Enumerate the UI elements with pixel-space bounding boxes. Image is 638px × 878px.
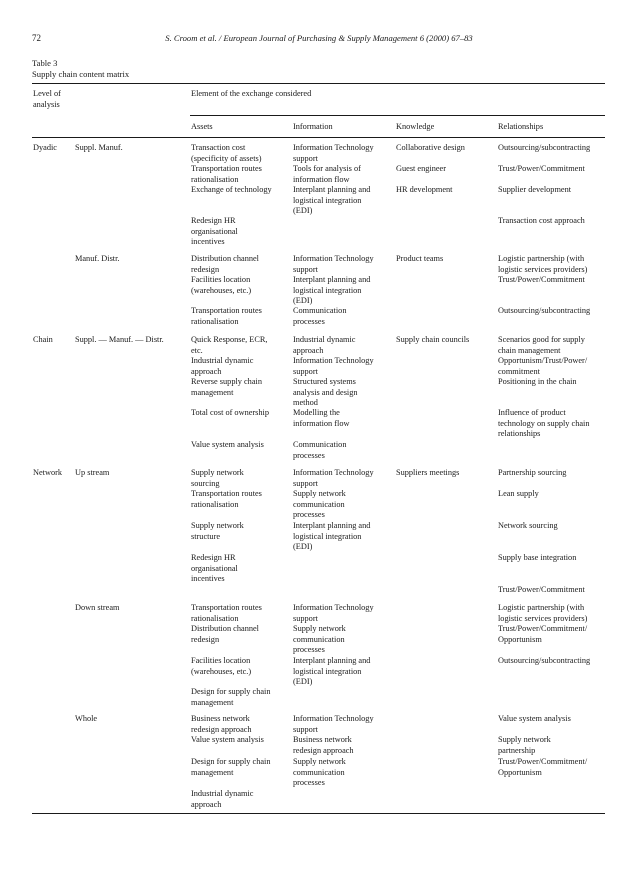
unit-whole: Whole [75, 714, 98, 723]
table-top-rule [32, 83, 605, 84]
table-cell: Supply chain councils [396, 335, 470, 344]
table-cell: Communication processes [293, 440, 347, 460]
table-caption: Supply chain content matrix [32, 69, 130, 79]
table-cell: Logistic partnership (with logistic services providers) [498, 603, 588, 623]
table-cell: Transaction cost (specificity of assets) [191, 143, 262, 163]
table-cell: Reverse supply chain management [191, 377, 262, 397]
table-cell: Facilities location (warehouses, etc.) [191, 656, 252, 676]
table-cell: Structured systems analysis and design method [293, 377, 358, 408]
table-cell: Distribution channel redesign [191, 624, 259, 644]
table-cell: Logistic partnership (with logistic services providers) [498, 254, 588, 274]
table-cell: Value system analysis [498, 714, 571, 723]
table-cell: Information Technology support [293, 356, 374, 376]
table-cell: Tools for analysis of information flow [293, 164, 361, 184]
level-network: Network [33, 468, 63, 477]
table-cell: Transportation routes rationalisation [191, 164, 262, 184]
table-group-rule [190, 115, 605, 116]
table-cell: Supplier development [498, 185, 572, 194]
table-cell: Outsourcing/subcontracting [498, 143, 591, 152]
table-cell: Value system analysis [191, 735, 264, 744]
table-cell: Value system analysis [191, 440, 264, 449]
unit-suppl-manuf: Suppl. Manuf. [75, 143, 123, 152]
table-cell: Trust/Power/Commitment [498, 275, 585, 284]
table-cell: Redesign HR organisational incentives [191, 553, 238, 584]
table-cell: Supply base integration [498, 553, 577, 562]
table-cell: Information Technology support [293, 143, 374, 163]
table-cell: Business network redesign approach [293, 735, 354, 755]
header-assets: Assets [191, 122, 213, 131]
table-cell: Redesign HR organisational incentives [191, 216, 238, 247]
table-cell: Collaborative design [396, 143, 465, 152]
table-cell: Guest engineer [396, 164, 446, 173]
table-cell: Influence of product technology on supply chain relationships [498, 408, 590, 439]
table-cell: Distribution channel redesign [191, 254, 259, 274]
table-cell: Information Technology support [293, 603, 374, 623]
table-cell: Interplant planning and logistical integration (EDI) [293, 275, 371, 306]
header-element-group: Element of the exchange considered [191, 89, 312, 98]
running-citation: S. Croom et al. / European Journal of Purchasing & Supply Management 6 (2000) 67–83 [165, 33, 473, 43]
unit-up-stream: Up stream [75, 468, 110, 477]
unit-manuf-distr: Manuf. Distr. [75, 254, 120, 263]
table-cell: Modelling the information flow [293, 408, 350, 428]
table-cell: Supply network communication processes [293, 489, 346, 520]
table-cell: Information Technology support [293, 714, 374, 734]
table-cell: Industrial dynamic approach [191, 789, 254, 809]
level-chain: Chain [33, 335, 53, 344]
table-label: Table 3 [32, 58, 58, 68]
table-cell: Trust/Power/Commitment [498, 585, 585, 594]
table-cell: Business network redesign approach [191, 714, 252, 734]
table-cell: Lean supply [498, 489, 539, 498]
table-cell: Interplant planning and logistical integration (EDI) [293, 185, 371, 216]
table-cell: Transportation routes rationalisation [191, 489, 262, 509]
table-cell: Design for supply chain management [191, 757, 271, 777]
header-information: Information [293, 122, 333, 131]
page-number: 72 [32, 33, 41, 43]
table-cell: Opportunism/Trust/Power/ commitment [498, 356, 588, 376]
table-cell: Positioning in the chain [498, 377, 577, 386]
table-cell: Scenarios good for supply chain management [498, 335, 585, 355]
table-cell: Interplant planning and logistical integration (EDI) [293, 521, 371, 552]
table-cell: Information Technology support [293, 468, 374, 488]
table-cell: Supply network communication processes [293, 624, 346, 655]
table-cell: Network sourcing [498, 521, 558, 530]
table-cell: Interplant planning and logistical integration (EDI) [293, 656, 371, 687]
table-cell: Partnership sourcing [498, 468, 567, 477]
table-cell: Supply network partnership [498, 735, 551, 755]
table-cell: Exchange of technology [191, 185, 272, 194]
table-cell: Industrial dynamic approach [191, 356, 254, 376]
table-cell: Total cost of ownership [191, 408, 269, 417]
table-cell: Communication processes [293, 306, 347, 326]
table-header-rule [32, 137, 605, 138]
table-cell: Industrial dynamic approach [293, 335, 356, 355]
table-cell: Supply network structure [191, 521, 244, 541]
header-level-of-analysis: Level of analysis [33, 89, 61, 109]
table-cell: Supply network sourcing [191, 468, 244, 488]
header-relationships: Relationships [498, 122, 544, 131]
table-cell: Transportation routes rationalisation [191, 603, 262, 623]
table-cell: Transportation routes rationalisation [191, 306, 262, 326]
table-cell: Trust/Power/Commitment/ Opportunism [498, 624, 588, 644]
table-cell: Suppliers meetings [396, 468, 460, 477]
table-cell: Outsourcing/subcontracting [498, 656, 591, 665]
unit-suppl-manuf-distr: Suppl. — Manuf. — Distr. [75, 335, 164, 344]
table-cell: Quick Response, ECR, etc. [191, 335, 268, 355]
table-cell: Supply network communication processes [293, 757, 346, 788]
header-knowledge: Knowledge [396, 122, 435, 131]
table-cell: HR development [396, 185, 453, 194]
table-cell: Transaction cost approach [498, 216, 585, 225]
level-dyadic: Dyadic [33, 143, 57, 152]
table-cell: Trust/Power/Commitment/ Opportunism [498, 757, 588, 777]
table-cell: Outsourcing/subcontracting [498, 306, 591, 315]
table-cell: Facilities location (warehouses, etc.) [191, 275, 252, 295]
table-bottom-rule [32, 813, 605, 814]
table-cell: Design for supply chain management [191, 687, 271, 707]
unit-down-stream: Down stream [75, 603, 120, 612]
table-cell: Information Technology support [293, 254, 374, 274]
table-cell: Product teams [396, 254, 444, 263]
table-cell: Trust/Power/Commitment [498, 164, 585, 173]
